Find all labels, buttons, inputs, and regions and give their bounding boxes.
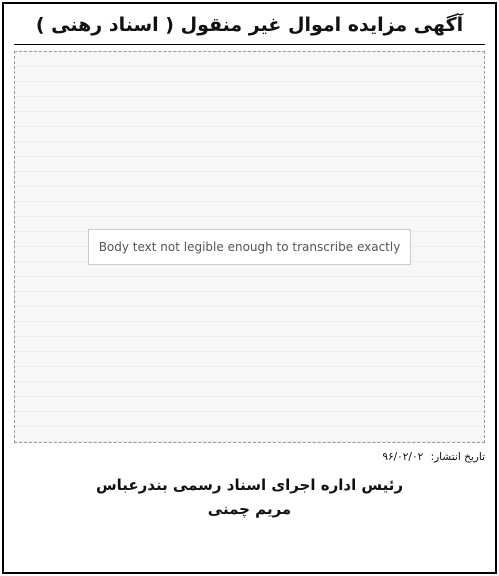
publication-date: ۹۶/۰۲/۰۲ <box>382 451 424 463</box>
auction-notice <box>2 2 497 574</box>
body-placeholder: Body text not legible enough to transcribe exactly <box>88 229 412 265</box>
notice-title: آگهی مزایده اموال غیر منقول ( اسناد رهنی ) <box>35 14 464 36</box>
title-divider <box>14 44 485 45</box>
publication-date-label: تاریخ انتشار: <box>430 451 485 463</box>
publication-date-line <box>14 451 485 463</box>
signature-name: مریم چمنی <box>207 500 292 518</box>
signature-title: رئیس اداره اجرای اسناد رسمی بندرعباس <box>95 476 404 494</box>
notice-body <box>14 51 485 443</box>
signature-block <box>14 473 485 521</box>
